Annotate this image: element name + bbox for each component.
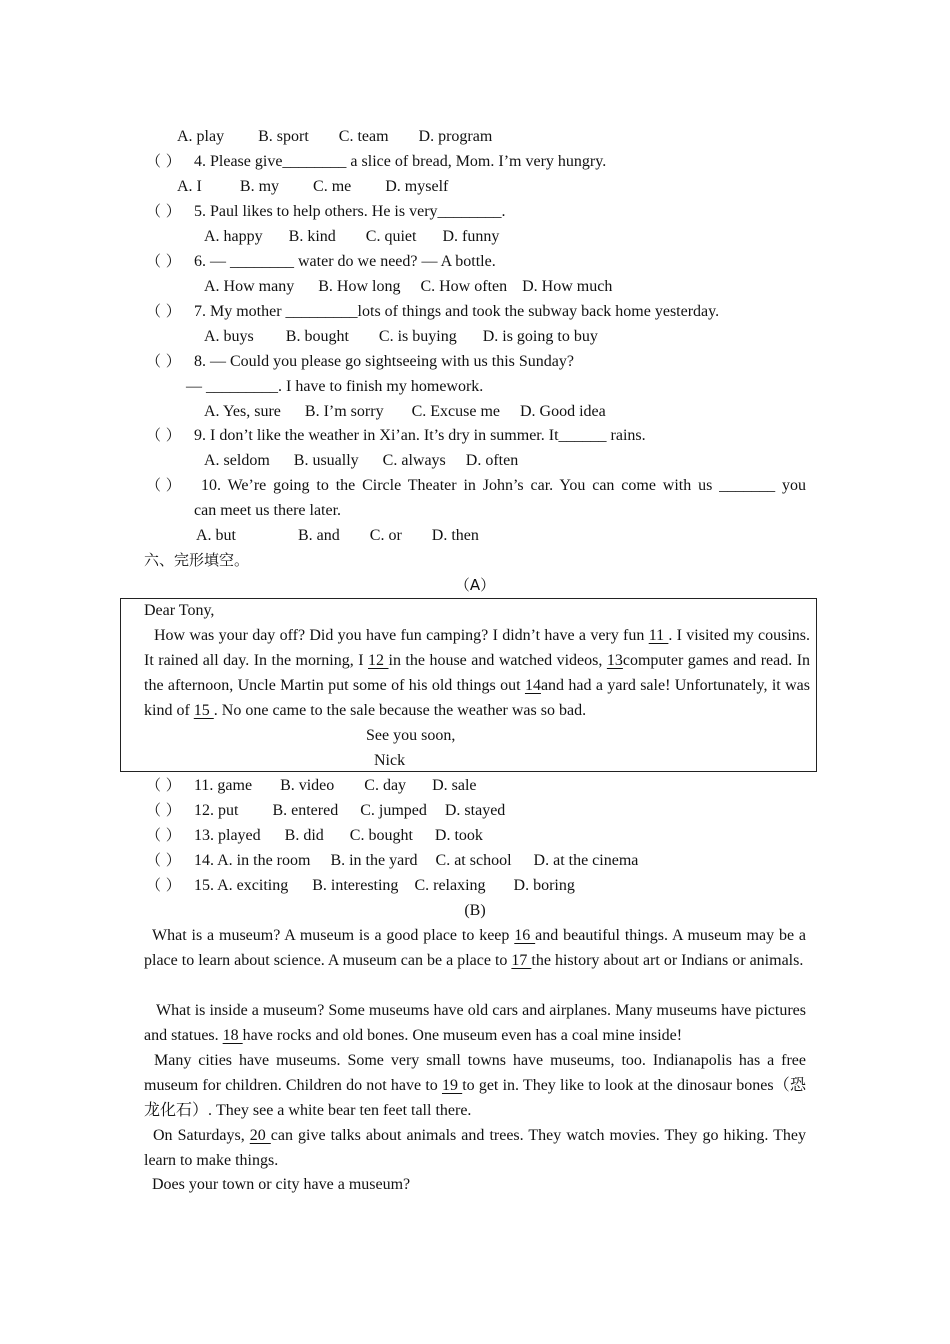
q4-answer-paren: （ ） [146, 152, 181, 170]
q10-stem-line1: 10. We’re going to the Circle Theater in John’s car. You can come with us _______ you [201, 477, 806, 494]
q15-option-c: C. relaxing [414, 877, 486, 894]
passage-text-3b: to get in. They like to look at the dinosaur bones（恐龙化石）. They see a white bear ten feet tall there. [144, 1077, 807, 1119]
q6-option-c: C. How often [420, 278, 508, 295]
q6-option-d: D. How much [522, 278, 613, 295]
q5-option-c: C. quiet [365, 228, 417, 245]
q11-options [194, 773, 477, 798]
q9-stem: 9. I don’t like the weather in Xi’an. It’s dry in summer. It______ rains. [194, 427, 646, 444]
q3-options [177, 124, 492, 149]
q5-option-d: D. funny [442, 228, 500, 245]
q15-answer-paren: （ ） [146, 876, 181, 894]
blank-17: 17 [511, 952, 532, 969]
q7-option-d: D. is going to buy [482, 328, 598, 345]
q8-stem: 8. — Could you please go sightseeing with us this Sunday? [194, 353, 574, 370]
blank-12: 12 [368, 652, 389, 669]
passage-text-4a: On Saturdays, [153, 1127, 245, 1144]
letter-text-1: How was your day off? Did you have fun camping? I didn’t have a very fun [154, 627, 645, 644]
q6-answer-paren: （ ） [146, 252, 181, 270]
q13-option-d: D. took [434, 827, 483, 844]
q11-option-b: B. video [280, 777, 335, 794]
q15-option-d: D. boring [513, 877, 575, 894]
q14-option-b: B. in the yard [330, 852, 418, 869]
q8-answer-paren: （ ） [146, 352, 181, 370]
letter-text-2: . I visited my cousins. It rained all day. In the morning, I [144, 627, 811, 669]
q11-answer-paren: （ ） [146, 776, 181, 794]
q4-option-c: C. me [313, 178, 352, 195]
passage-b-paragraph-1 [144, 923, 806, 973]
passage-text-4b: can give talks about animals and trees. They watch movies. They go hiking. They learn to make things. [144, 1127, 807, 1169]
q14-option-a: 14. A. in the room [194, 852, 311, 869]
q14-options [194, 848, 638, 873]
q3-option-a: A. play [177, 128, 225, 145]
passage-b-paragraph-3 [144, 1048, 806, 1123]
q5-options [204, 224, 499, 249]
q3-option-b: B. sport [258, 128, 309, 145]
q6-option-b: B. How long [318, 278, 401, 295]
letter-body [144, 623, 810, 723]
q14-answer-paren: （ ） [146, 851, 181, 869]
q4-options [177, 174, 448, 199]
letter-closing: See you soon, [366, 727, 456, 744]
blank-13: 13 [606, 652, 623, 669]
q7-stem: 7. My mother _________lots of things and took the subway back home yesterday. [194, 303, 720, 320]
section-6-title: 六、完形填空。 [144, 551, 250, 569]
q11-option-c: C. day [364, 777, 407, 794]
q9-option-b: B. usually [293, 452, 359, 469]
q9-options [204, 448, 518, 473]
blank-14: 14 [524, 677, 541, 694]
q4-option-b: B. my [239, 178, 280, 195]
letter-text-6: . No one came to the sale because the weather was so bad. [213, 702, 587, 719]
q15-option-b: B. interesting [312, 877, 399, 894]
q8-options [204, 399, 606, 424]
q5-option-b: B. kind [288, 228, 336, 245]
letter-signature: Nick [374, 752, 406, 769]
passage-text-3a: Many cities have museums. Some very small towns have museums, too. Indianapolis has a free museum for children. Children do not have to [144, 1052, 806, 1094]
q4-stem: 4. Please give________ a slice of bread, Mom. I’m very hungry. [194, 153, 607, 170]
q13-option-a: 13. played [194, 827, 261, 844]
q8-option-a: A. Yes, sure [204, 403, 281, 420]
q4-option-d: D. myself [385, 178, 449, 195]
q15-option-a: 15. A. exciting [194, 877, 289, 894]
q12-options [194, 798, 505, 823]
passage-text-1c: the history about art or Indians or animals. [531, 952, 804, 969]
passage-text-2a: What is inside a museum? Some museums have old cars and airplanes. Many museums have pictures and statues. [144, 1002, 806, 1044]
blank-20: 20 [249, 1127, 271, 1144]
part-a-heading: （A） [454, 576, 496, 594]
q3-option-c: C. team [338, 128, 389, 145]
q5-answer-paren: （ ） [146, 202, 181, 220]
q13-option-b: B. did [284, 827, 324, 844]
letter-text-3: in the house and watched videos, [388, 652, 603, 669]
passage-b-paragraph-4 [144, 1123, 806, 1173]
q15-options [194, 873, 575, 898]
letter-text-4: computer games and read. In the afternoon, Uncle Martin put some of his old things out [144, 652, 811, 694]
q6-stem: 6. — ________ water do we need? — A bottle. [194, 253, 496, 270]
q12-option-d: D. stayed [444, 802, 506, 819]
q10-option-c: C. or [369, 527, 402, 544]
letter-greeting: Dear Tony, [144, 602, 215, 619]
q7-option-c: C. is buying [378, 328, 457, 345]
q7-option-b: B. bought [285, 328, 349, 345]
passage-b-paragraph-5: Does your town or city have a museum? [152, 1176, 411, 1193]
blank-16: 16 [514, 927, 536, 944]
q9-option-a: A. seldom [204, 452, 270, 469]
letter-text-5: and had a yard sale! Unfortunately, it was kind of [144, 677, 810, 719]
q3-option-d: D. program [418, 128, 493, 145]
q6-option-a: A. How many [204, 278, 295, 295]
q9-option-d: D. often [465, 452, 519, 469]
q12-option-a: 12. put [194, 802, 239, 819]
blank-15: 15 [193, 702, 214, 719]
q10-option-b: B. and [298, 527, 340, 544]
q14-option-d: D. at the cinema [533, 852, 639, 869]
q4-option-a: A. I [177, 178, 202, 195]
q12-option-c: C. jumped [360, 802, 427, 819]
q7-options [204, 324, 598, 349]
passage-text-1a: What is a museum? A museum is a good place to keep [152, 927, 510, 944]
passage-b-paragraph-2 [144, 998, 806, 1048]
passage-text-2b: have rocks and old bones. One museum even has a coal mine inside! [242, 1027, 683, 1044]
q10-option-a: A. but [196, 527, 236, 544]
q13-option-c: C. bought [349, 827, 413, 844]
blank-19: 19 [441, 1077, 463, 1094]
q10-options [196, 523, 479, 548]
q13-options [194, 823, 483, 848]
q11-option-a: 11. game [194, 777, 253, 794]
q12-option-b: B. entered [272, 802, 339, 819]
part-b-heading: (B) [464, 902, 486, 919]
q12-answer-paren: （ ） [146, 801, 181, 819]
q8-option-c: C. Excuse me [411, 403, 500, 420]
q5-option-a: A. happy [204, 228, 263, 245]
passage-text-1b: and beautiful things. A museum may be a place to learn about science. A museum can be a place to [144, 927, 807, 969]
q9-option-c: C. always [382, 452, 446, 469]
q8-option-d: D. Good idea [519, 403, 606, 420]
q8-option-b: B. I’m sorry [304, 403, 384, 420]
q10-option-d: D. then [431, 527, 479, 544]
q5-stem: 5. Paul likes to help others. He is very________. [194, 203, 506, 220]
q10-stem-line2: can meet us there later. [194, 502, 342, 519]
q7-answer-paren: （ ） [146, 302, 181, 320]
blank-11: 11 [648, 627, 669, 644]
q10-answer-paren: （ ） [146, 476, 181, 494]
q13-answer-paren: （ ） [146, 826, 181, 844]
q6-options [204, 274, 612, 299]
q8-reply: — _________. I have to finish my homework. [186, 378, 484, 395]
q11-option-d: D. sale [432, 777, 477, 794]
q9-answer-paren: （ ） [146, 426, 181, 444]
q7-option-a: A. buys [204, 328, 254, 345]
q14-option-c: C. at school [435, 852, 512, 869]
blank-18: 18 [222, 1027, 243, 1044]
